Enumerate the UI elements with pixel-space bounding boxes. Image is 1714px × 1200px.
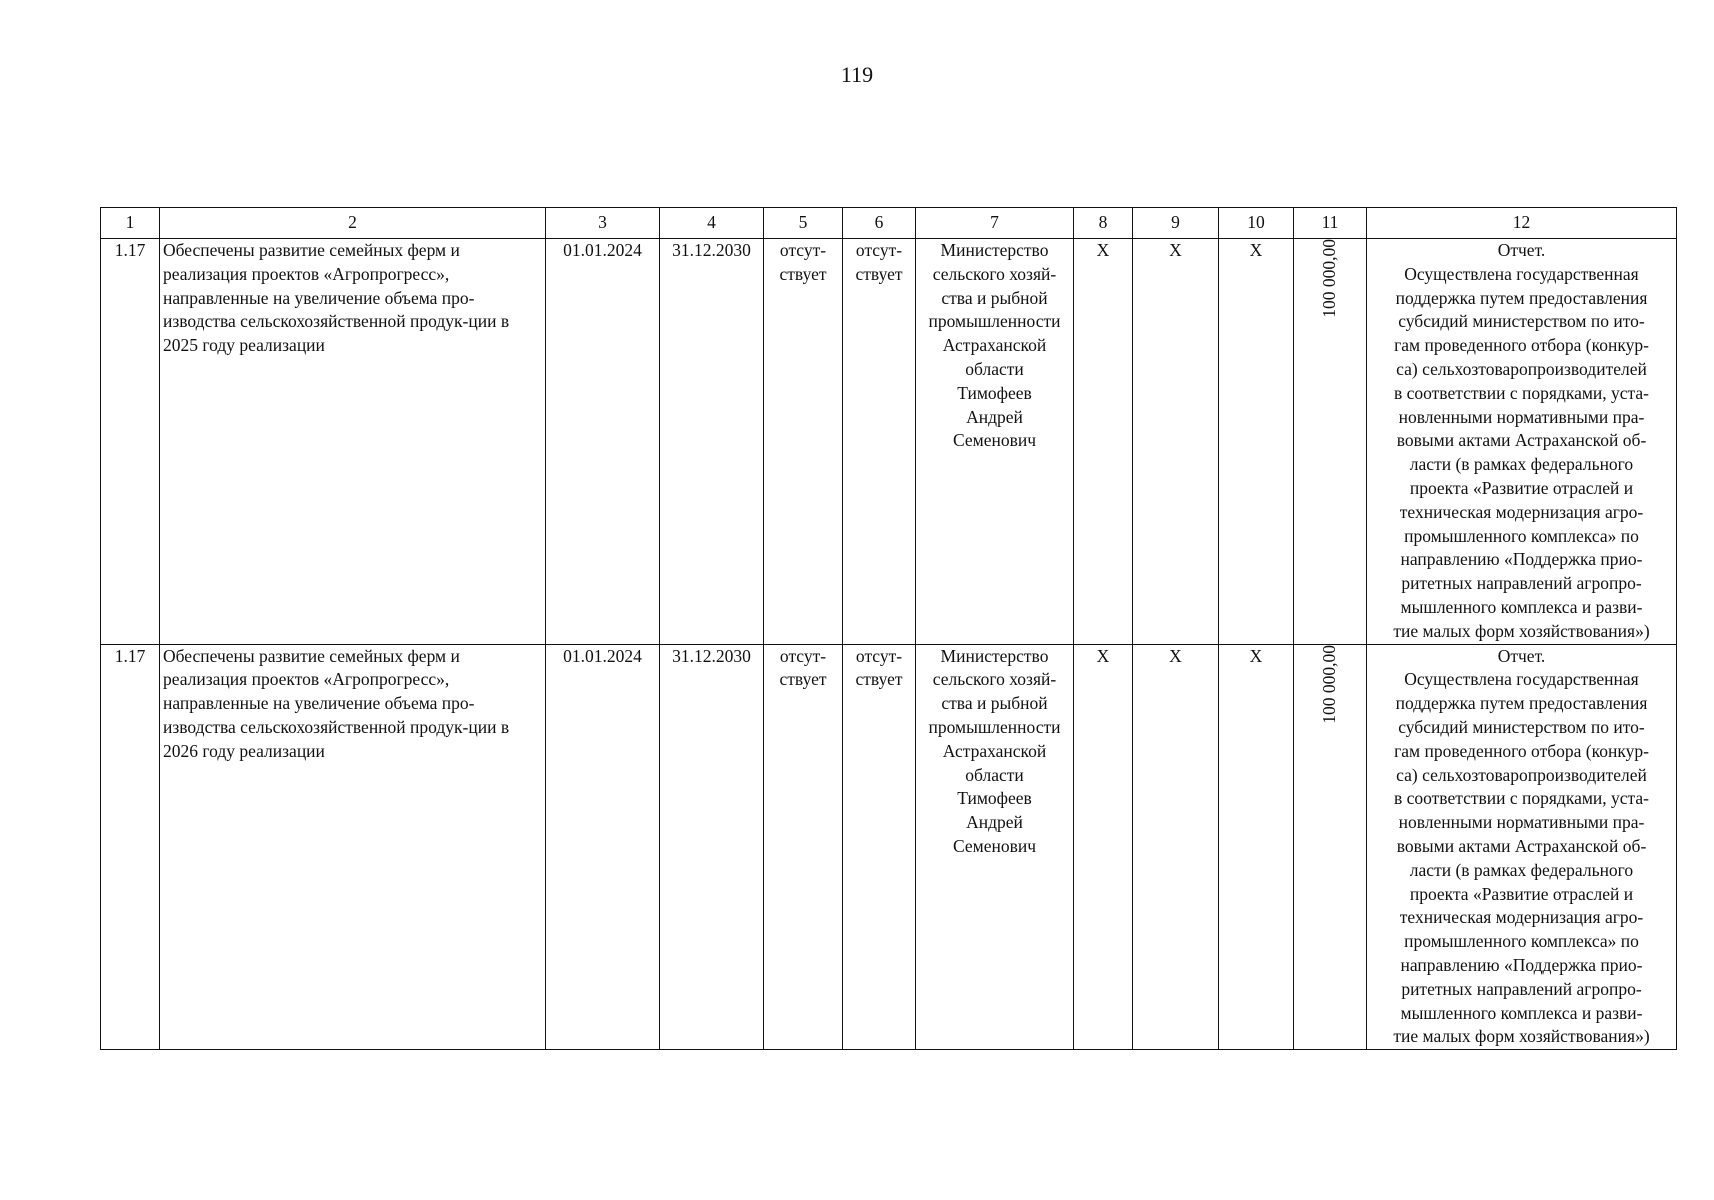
description-cell: Обеспечены развитие семейных ферм и реализация проектов «Агропрогресс», направленные на увеличение объема про-изводства сельскохозяйственной продук-ции в 2026 году реализации: [160, 644, 546, 1050]
col5-text: отсут- ствует: [779, 645, 827, 690]
row-number-cell: 1.17: [101, 644, 160, 1050]
header-cell: 2: [160, 208, 546, 239]
col5-text: отсут- ствует: [779, 240, 827, 284]
header-row: [101, 208, 1677, 239]
header-cell: 9: [1133, 208, 1219, 239]
amount-cell: [1294, 239, 1367, 645]
report-text: Отчет. Осуществлена государственная поддержка путем предоставления субсидий министерством по ито- гам проведенного отбора (конкур- са) сельхозтоваропроизводителей в соответствии с порядками, уста- новленными нормативными пра- вовыми актами Астраханской об- ласти (в рамках федерального проекта «Развитие отраслей и техническая модернизация агро- промышленного комплекса» по направлению «Поддержка прио- ритетных направлений агропро- мышленного комплекса и разви- тие малых форм хозяйствования»): [1393, 240, 1650, 641]
header-cell: 1: [101, 208, 160, 239]
header-cell: 3: [546, 208, 660, 239]
start-date-cell: 01.01.2024: [546, 644, 660, 1050]
col6-text: отсут- ствует: [855, 240, 903, 284]
col8-cell: X: [1074, 644, 1133, 1050]
amount-text: 100 000,00: [1319, 239, 1340, 318]
responsible-text: Министерство сельского хозяй- ства и рыбной промышленности Астраханской области Тимофеев Андрей Семенович: [928, 645, 1061, 856]
header-cell: 4: [660, 208, 764, 239]
header-cell: 7: [916, 208, 1074, 239]
col8-cell: X: [1074, 239, 1133, 645]
col5-cell: [764, 644, 843, 1050]
col6-text: отсут- ствует: [855, 645, 903, 690]
start-date-cell: 01.01.2024: [546, 239, 660, 645]
end-date-cell: 31.12.2030: [660, 239, 764, 645]
page-number: 119: [840, 62, 874, 87]
col6-cell: [843, 644, 916, 1050]
col9-cell: X: [1133, 644, 1219, 1050]
table-row: [101, 644, 1677, 1050]
plan-table: [100, 207, 1677, 1050]
header-cell: 12: [1367, 208, 1677, 239]
end-date-cell: 31.12.2030: [660, 644, 764, 1050]
col10-cell: X: [1219, 644, 1294, 1050]
header-cell: 8: [1074, 208, 1133, 239]
responsible-cell: [916, 644, 1074, 1050]
description-cell: Обеспечены развитие семейных ферм и реализация проектов «Агропрогресс», направленные на увеличение объема про-изводства сельскохозяйственной продук-ции в 2025 году реализации: [160, 239, 546, 645]
col5-cell: [764, 239, 843, 645]
report-text: Отчет. Осуществлена государственная поддержка путем предоставления субсидий министерством по ито- гам проведенного отбора (конкур- са) сельхозтоваропроизводителей в соответствии с порядками, уста- новленными нормативными пра- вовыми актами Астраханской об- ласти (в рамках федерального проекта «Развитие отраслей и техническая модернизация агро- промышленного комплекса» по направлению «Поддержка прио- ритетных направлений агропро- мышленного комплекса и разви- тие малых форм хозяйствования»): [1393, 645, 1650, 1047]
col10-cell: X: [1219, 239, 1294, 645]
table-row: [101, 239, 1677, 645]
col6-cell: [843, 239, 916, 645]
report-cell: [1367, 644, 1677, 1050]
header-cell: 5: [764, 208, 843, 239]
header-cell: 6: [843, 208, 916, 239]
header-cell: 10: [1219, 208, 1294, 239]
header-cell: 11: [1294, 208, 1367, 239]
responsible-cell: [916, 239, 1074, 645]
amount-cell: [1294, 644, 1367, 1050]
amount-text: 100 000,00: [1319, 644, 1340, 724]
row-number-cell: 1.17: [101, 239, 160, 645]
col9-cell: X: [1133, 239, 1219, 645]
report-cell: [1367, 239, 1677, 645]
responsible-text: Министерство сельского хозяй- ства и рыбной промышленности Астраханской области Тимофеев Андрей Семенович: [928, 240, 1061, 451]
